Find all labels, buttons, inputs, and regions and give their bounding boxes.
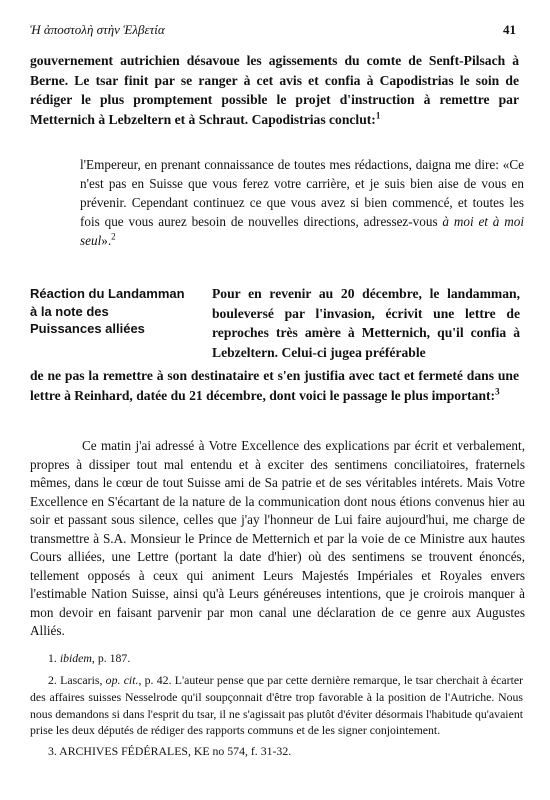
footnote-number: 3.: [48, 744, 57, 758]
margin-heading-line: Réaction du Landamman: [30, 286, 185, 301]
paragraph-text: de ne pas la remettre à son destinataire et s'en justifia avec tact et fermeté dans une lettre à Reinhard, datée du 21 décembre, dont voici le passage le plus important:: [30, 368, 519, 403]
footnote-2: [30, 672, 523, 739]
footnote-ref: 1: [375, 110, 381, 121]
footnote-italic: op. cit.: [105, 673, 139, 687]
footnote-3: [30, 743, 541, 760]
footnote-number: 1.: [48, 651, 57, 665]
footnote-text: , p. 187.: [91, 651, 131, 665]
quote-text: l'Empereur, en prenant connaissance de toutes mes rédactions, daigna me dire: «Ce n'est pas en Suisse que vous ferez votre carrière, et je suis bien aise de vous en prévenir. Cependant continuez ce que vous avez si bien commencé, et toutes les fois que vous aurez besoin de nouvelles directions, adressez-vous: [80, 157, 524, 229]
footnote-ref: 2: [111, 231, 116, 242]
running-header: [30, 22, 516, 40]
footnote-1: [30, 650, 541, 667]
running-title: Ἡ ἀποστολὴ στὴν Ἑλβετία: [30, 22, 165, 37]
footnote-text: ARCHIVES FÉDÉRALES, KE no 574, f. 31-32.: [59, 744, 292, 758]
margin-heading-line: Puissances alliées: [30, 321, 145, 336]
footnote-author: Lascaris,: [60, 673, 106, 687]
footnote-ref: 3: [495, 386, 500, 397]
quote-italic: à moi et à moi seul: [80, 214, 524, 248]
margin-heading: [30, 285, 210, 338]
page-number: 41: [503, 22, 516, 37]
margin-heading-line: à la note des: [30, 303, 109, 319]
footnote-italic: ibidem: [59, 651, 92, 665]
block-quote-2: Ce matin j'ai adressé à Votre Excellence des explications par écrit et verbalement, propres à dissiper tout mal entendu et à exciter des sentimens conciliatoires, fraternels mêmes, dans le cœur de tout Suisse ami de Sa patrie et de ses véritables intérets. Mais Votre Excellence en S'écartant de la nature de la communication dont nous étions convenus hier au soir et passant sous silence, celles que j'ay l'honneur de Lui faire aujourd'hui, me charge de transmettre à S.A. Monsieur le Prince de Metternich et par la voie de ce Ministre aux hautes Cours alliées, une Lettre (portant la date d'hier) où des sentimens se trouvent énoncés, tellement opposés à ceux qui animent Leurs Majestés Impériales et Royales envers l'estimable Nation Suisse, ainsi qu'à Leurs généreuses intentions, que je croirois manquer à mon devoir en faisant parvenir par mon canal une déclaration de ce genre aux Augustes Alliés.: [30, 438, 525, 638]
body-paragraph-1: [30, 51, 519, 129]
body-paragraph-2-side: Pour en revenir au 20 décembre, le landamman, bouleversé par l'invasion, écrivit une lettre de reproches très amère à Metternich, qu'il confia à Lebzeltern. Celui-ci jugea préférable: [212, 286, 520, 360]
footnote-text: , p. 42. L'auteur pense que par cette dernière remarque, le tsar cherchait à écarter des affaires suisses Nesselrode qu'il soupçonnait d'être trop favorable à la position de l'Autriche. Nous nous demandons si dans l'esprit du tsar, il ne s'agissait pas plutôt d'éviter désormais l'habitude qu'avaient prise les deux députés de rédiger des rapports communs et de les signer conjointement.: [30, 673, 524, 738]
body-paragraph-2-full: [30, 366, 519, 405]
paragraph-text: gouvernement autrichien désavoue les agissements du comte de Senft-Pilsach à Berne. Le tsar finit par se ranger à cet avis et confia à Capodistrias le soin de rédiger le plus promptement possible le projet d'instruction à remettre par Metternich à Lebzeltern et à Schraut. Capodistrias conclut:: [30, 53, 519, 127]
quote-end: ».: [101, 233, 112, 248]
footnote-number: 2.: [48, 673, 57, 687]
block-quote-1: [80, 155, 524, 250]
